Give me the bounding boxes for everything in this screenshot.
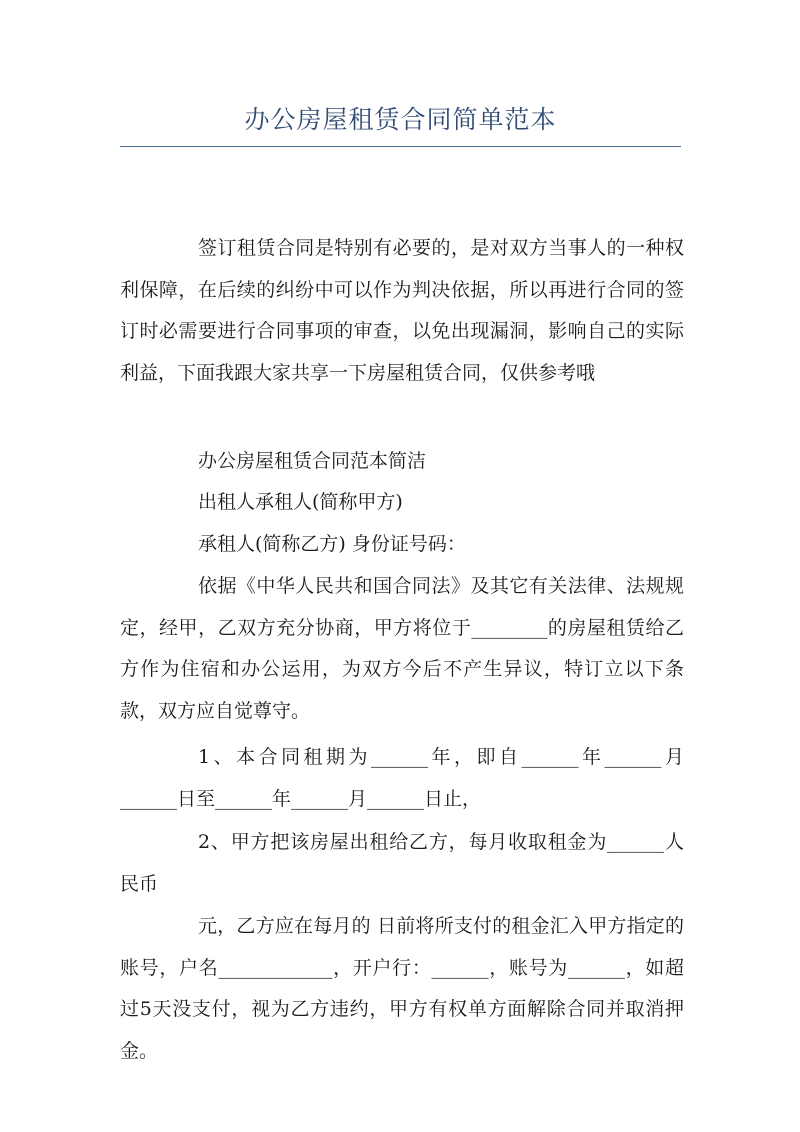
- document-title: 办公房屋租赁合同简单范本: [244, 105, 557, 134]
- clause-2-continued: 元，乙方应在每月的 日前将所支付的租金汇入甲方指定的账号，户名____________，开户行：______，账号为______，如超过5天没支付，视为乙方违约，甲方有权单方面解除合同并取消押金。: [120, 915, 684, 1062]
- intro-paragraph: 签订租赁合同是特别有必要的，是对双方当事人的一种权利保障，在后续的纠纷中可以作为判决依据，所以再进行合同的签订时必需要进行合同事项的审查，以免出现漏洞，影响自己的实际利益，下面我跟大家共享一下房屋租赁合同，仅供参考哦: [120, 237, 684, 384]
- clause-2: 2、甲方把该房屋出租给乙方，每月收取租金为______人民币: [120, 831, 684, 895]
- section-heading: 办公房屋租赁合同范本简洁: [198, 450, 427, 472]
- clause-1: 1、本合同租期为______年，即自______年______月______日至______年______月______日止，: [120, 746, 684, 810]
- title-divider: [120, 146, 681, 147]
- lessor-line: 出租人承租人(简称甲方): [198, 491, 403, 513]
- lessee-line: 承租人(简称乙方) 身份证号码：: [198, 533, 466, 555]
- basis-paragraph: 依据《中华人民共和国合同法》及其它有关法律、法规规定，经甲，乙双方充分协商，甲方将位于________的房屋租赁给乙方作为住宿和办公运用，为双方今后不产生异议，特订立以下条款，双方应自觉尊守。: [120, 575, 684, 722]
